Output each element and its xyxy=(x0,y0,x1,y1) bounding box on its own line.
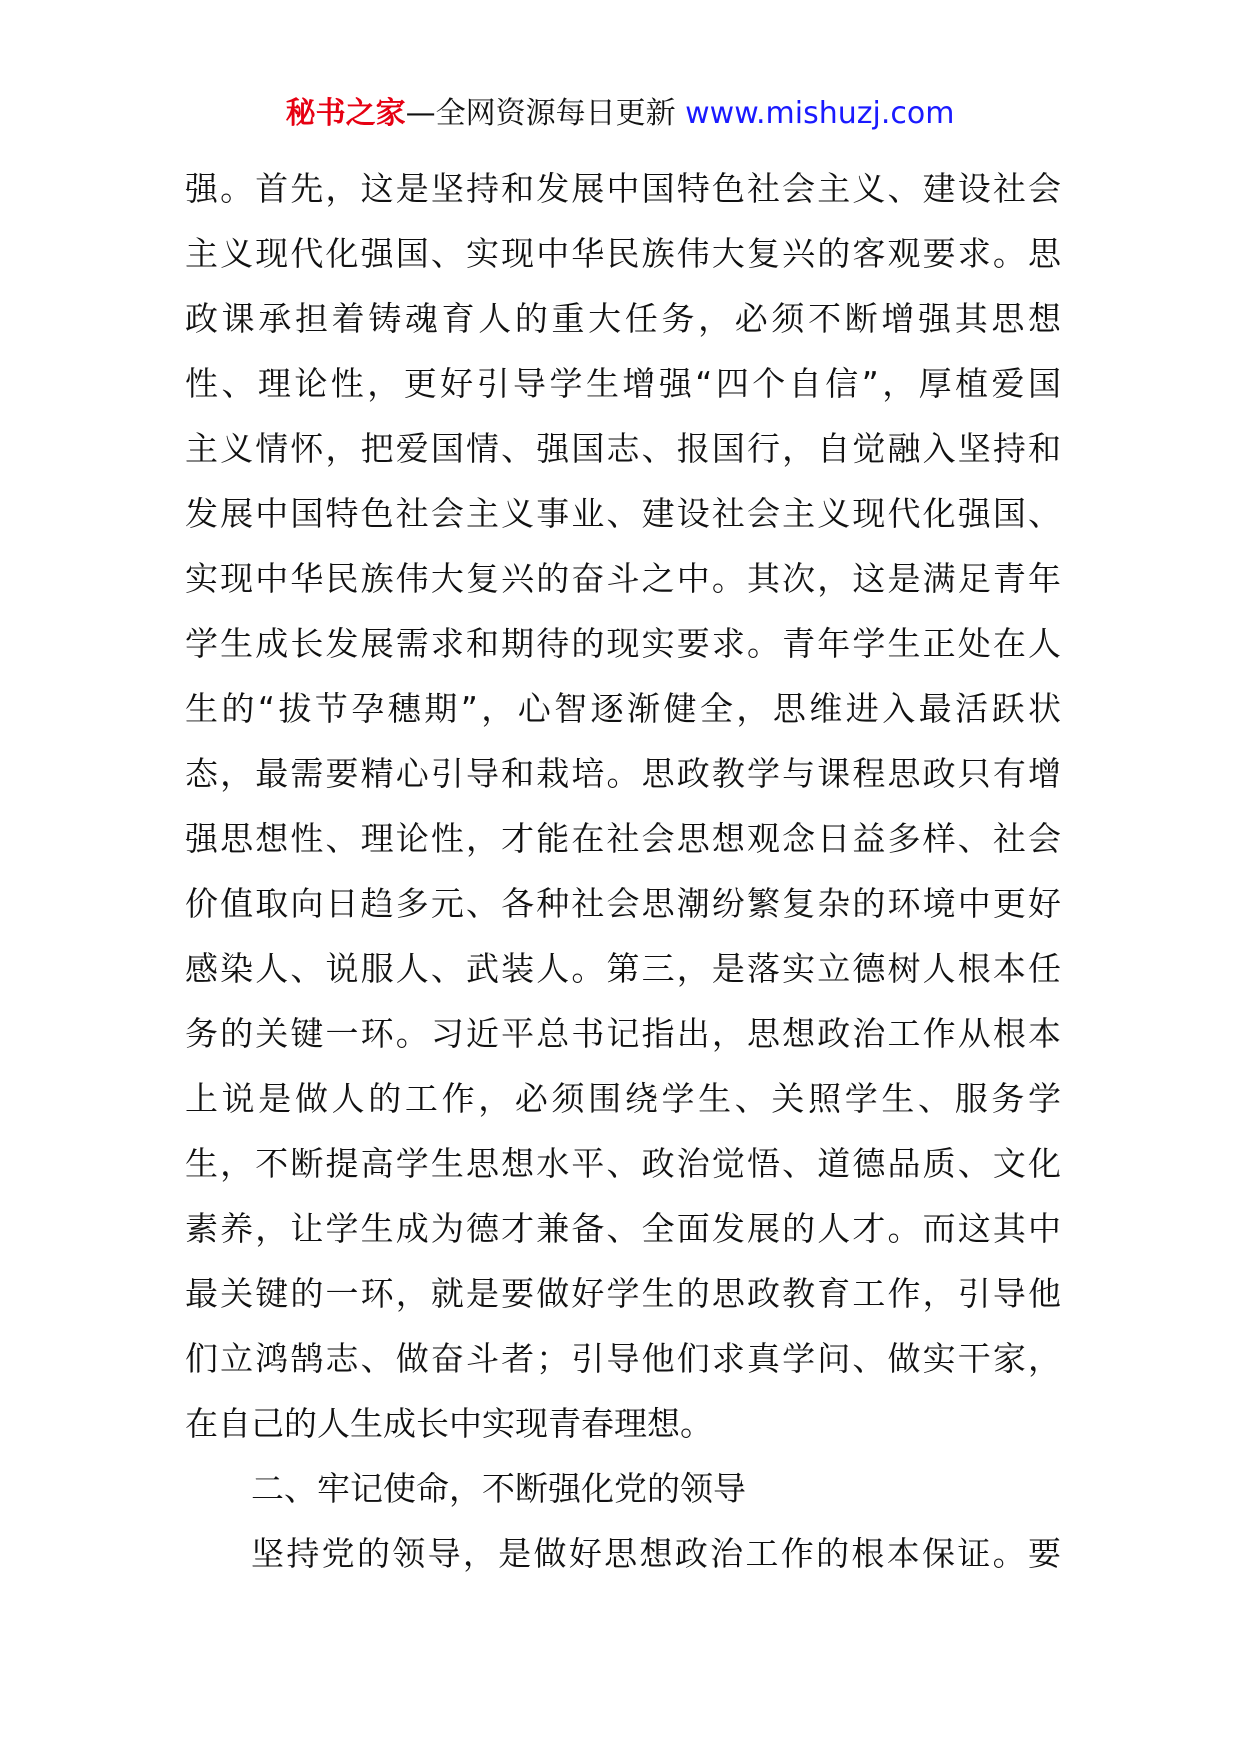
body-line: 主义情怀，把爱国情、强国志、报国行，自觉融入坚持和 xyxy=(185,429,1061,468)
body-line: 政课承担着铸魂育人的重大任务，必须不断增强其思想 xyxy=(185,299,1061,338)
body-line: 性、理论性，更好引导学生增强“四个自信”，厚植爱国 xyxy=(185,364,1061,403)
body-line: 强思想性、理论性，才能在社会思想观念日益多样、社会 xyxy=(185,819,1061,858)
body-line: 强。首先，这是坚持和发展中国特色社会主义、建设社会 xyxy=(185,169,1061,208)
body-line: 态，最需要精心引导和栽培。思政教学与课程思政只有增 xyxy=(185,754,1061,793)
body-line: 上说是做人的工作，必须围绕学生、关照学生、服务学 xyxy=(185,1079,1061,1118)
body-line: 实现中华民族伟大复兴的奋斗之中。其次，这是满足青年 xyxy=(185,559,1061,598)
site-url-link[interactable]: www.mishuzj.com xyxy=(685,96,955,131)
body-line: 们立鸿鹄志、做奋斗者；引导他们求真学问、做实干家， xyxy=(185,1339,1061,1378)
body-line: 在自己的人生成长中实现青春理想。 xyxy=(185,1404,713,1443)
body-line: 学生成长发展需求和期待的现实要求。青年学生正处在人 xyxy=(185,624,1061,663)
paragraph-opening-line: 坚持党的领导，是做好思想政治工作的根本保证。要 xyxy=(251,1534,1061,1573)
body-line: 感染人、说服人、武装人。第三，是落实立德树人根本任 xyxy=(185,949,1061,988)
body-line: 务的关键一环。习近平总书记指出，思想政治工作从根本 xyxy=(185,1014,1061,1053)
body-line: 生的“拔节孕穗期”，心智逐渐健全，思维进入最活跃状 xyxy=(185,689,1061,728)
site-brand: 秘书之家 xyxy=(285,96,406,131)
body-line: 主义现代化强国、实现中华民族伟大复兴的客观要求。思 xyxy=(185,234,1061,273)
body-line: 生，不断提高学生思想水平、政治觉悟、道德品质、文化 xyxy=(185,1144,1061,1183)
body-line: 价值取向日趋多元、各种社会思潮纷繁复杂的环境中更好 xyxy=(185,884,1061,923)
site-header xyxy=(0,94,1240,134)
section-heading: 二、牢记使命，不断强化党的领导 xyxy=(251,1469,746,1508)
document-body xyxy=(185,156,1061,1586)
body-line: 素养，让学生成为德才兼备、全面发展的人才。而这其中 xyxy=(185,1209,1061,1248)
body-line: 发展中国特色社会主义事业、建设社会主义现代化强国、 xyxy=(185,494,1061,533)
body-line: 最关键的一环，就是要做好学生的思政教育工作，引导他 xyxy=(185,1274,1061,1313)
site-tagline: —全网资源每日更新 xyxy=(405,96,676,131)
